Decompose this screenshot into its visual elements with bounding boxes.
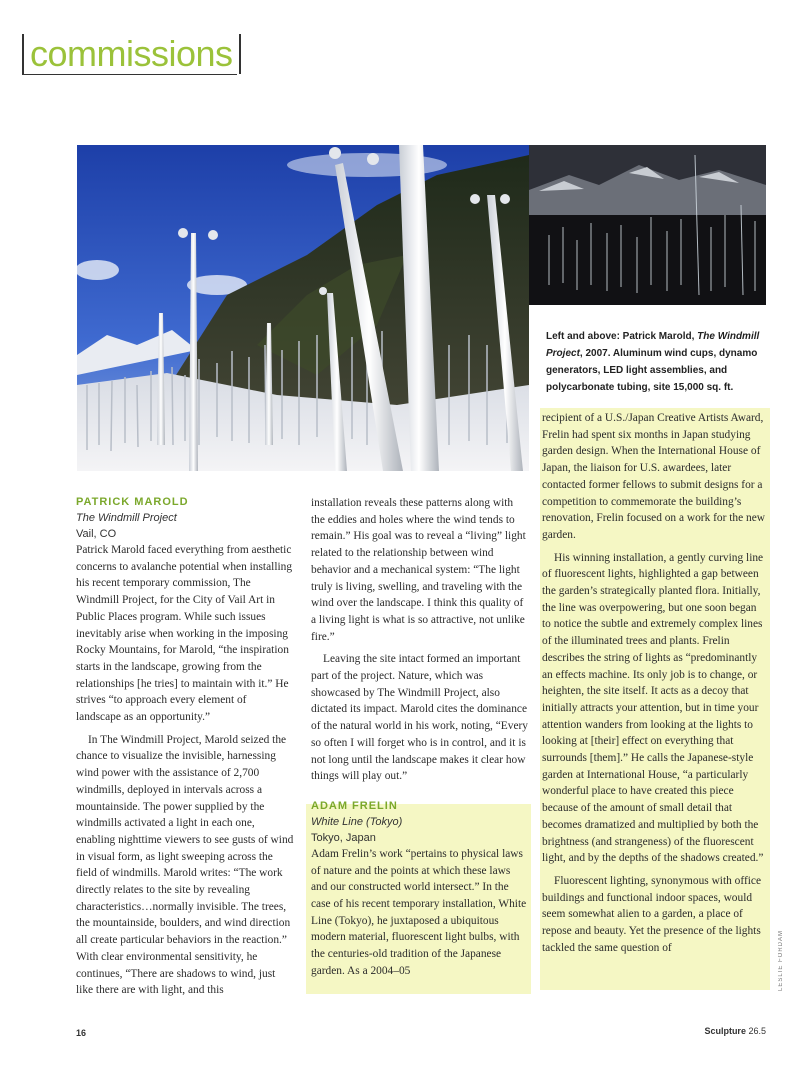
caption-rest: , 2007. Aluminum wind cups, dynamo generators, LED light assemblies, and polycarbonate tubing, site 15,000 sq. ft. bbox=[546, 348, 758, 393]
windmill-night-photo bbox=[529, 145, 766, 305]
marold-paragraph-3: installation reveals these patterns along with the eddies and holes where the wind tends to remain.” His goal was to reveal a “living” light related to the relationship between wind behavior and a mechanical system: “The light truly is living, swelling, and traveling with the wind over the landscape. I think this quality of a living light is what is so attractive, not unlike fire.” bbox=[311, 497, 526, 643]
magazine-footer bbox=[704, 1026, 766, 1036]
section-title: commissions bbox=[22, 34, 241, 74]
frelin-paragraph-4: Fluorescent lighting, synonymous with office buildings and functional indoor spaces, would seem somewhat alien to a garden, a place of repose and beauty. Yet the presence of the lights tackled the same question of bbox=[542, 874, 762, 954]
photo-credit: LESLIE FORDAM bbox=[778, 930, 784, 992]
column-1 bbox=[76, 495, 294, 999]
column-2 bbox=[311, 495, 529, 980]
frelin-location: Tokyo, Japan bbox=[311, 831, 376, 844]
marold-paragraph-1: Patrick Marold faced everything from aesthetic concerns to avalanche potential when installing his recent temporary commission, The Windmill Project, for the City of Vail Art in Public Places program. While such issues inevitably arise when working in the imposing Rocky Mountains, for Marold, “the inspiration starts in the landscape, growing from the relationships [he tries] to maintain with it.” He strives “to approach every element of landscape as an opportunity.” bbox=[76, 544, 293, 724]
windmill-day-photo bbox=[77, 145, 529, 471]
photo-caption bbox=[546, 328, 766, 396]
column-3 bbox=[542, 410, 768, 957]
caption-lead: Left and above: Patrick Marold, bbox=[546, 331, 698, 342]
frelin-paragraph-1: Adam Frelin’s work “pertains to physical laws of nature and the points at which these laws and our constructed world intersect.” In the case of his recent temporary installation, White Line (Tokyo), he juxtaposed a ubiquitous modern material, fluorescent light bulbs, with the centuries-old tradition of the Japanese garden. As a 2004–05 bbox=[311, 847, 527, 977]
marold-artist-name: PATRICK MAROLD bbox=[76, 496, 189, 508]
frelin-artist-name: ADAM FRELIN bbox=[311, 799, 398, 812]
magazine-name: Sculpture bbox=[704, 1026, 746, 1036]
marold-paragraph-2: In The Windmill Project, Marold seized the chance to visualize the invisible, harnessing wind power with the assistance of 2,700 windmills, deployed in intervals across a mountainside. The power supplied by the windmills activated a light in each one, enabling nighttime viewers to see gusts of wind in visual form, as light sweeping across the field of windmills. Marold writes: “The work directly relates to the site by revealing characteristics…normally invisible. The trees, the mountainside, boulders, and wind direction all create particular behaviors in the reaction.” With clear environmental sensitivity, he continues, “There are shadows to wind, just like there are with light, and this bbox=[76, 733, 294, 997]
page-number: 16 bbox=[76, 1028, 87, 1038]
issue-number: 26.5 bbox=[748, 1026, 766, 1036]
frelin-paragraph-2: recipient of a U.S./Japan Creative Artists Award, Frelin had spent six months in Japan studying garden design. When the International House of Japan, the liaison for U.S. awardees, later contacted former fellows to submit designs for a competition to commemorate the building’s renovation, Frelin focused on a work for the new garden. bbox=[542, 412, 766, 541]
caption-title: The Windmill Project bbox=[546, 331, 760, 359]
frelin-paragraph-3: His winning installation, a gently curving line of fluorescent lights, highlighted a gap between the garden’s strategically planted flora. Initially, the line was overpowering, but one soon began to notice the subtle and extremely complex lines of the illuminated trees and plants. Frelin describes the string of lights as “predominantly an effects machine. Its only job is to change, or heighten, the site itself. It acts as a decoy that initially attracts your attention, but in time your attention wanders from looking at the lights to looking at [their] effect on everything that surrounds [them].” He calls the Japanese-style garden at International House, “a particularly wonderful place to have created this piece because of the amount of small detail that becomes dramatized and multiplied by both the brightness (and strangeness) of the fluorescent light, and by the depths of the shadows created.” bbox=[542, 551, 764, 865]
marold-paragraph-4: Leaving the site intact formed an important part of the project. Nature, which was showcased by The Windmill Project, also dictated its impact. Marold cites the dominance of the natural world in his work, noting, “Every so often I will forget who is in control, and it is not long until the landscape makes it clear how things will play out.” bbox=[311, 653, 529, 783]
marold-work-title: The Windmill Project bbox=[76, 512, 177, 524]
marold-location: Vail, CO bbox=[76, 528, 117, 540]
title-rule bbox=[22, 74, 237, 75]
frelin-work-title: White Line (Tokyo) bbox=[311, 815, 403, 828]
